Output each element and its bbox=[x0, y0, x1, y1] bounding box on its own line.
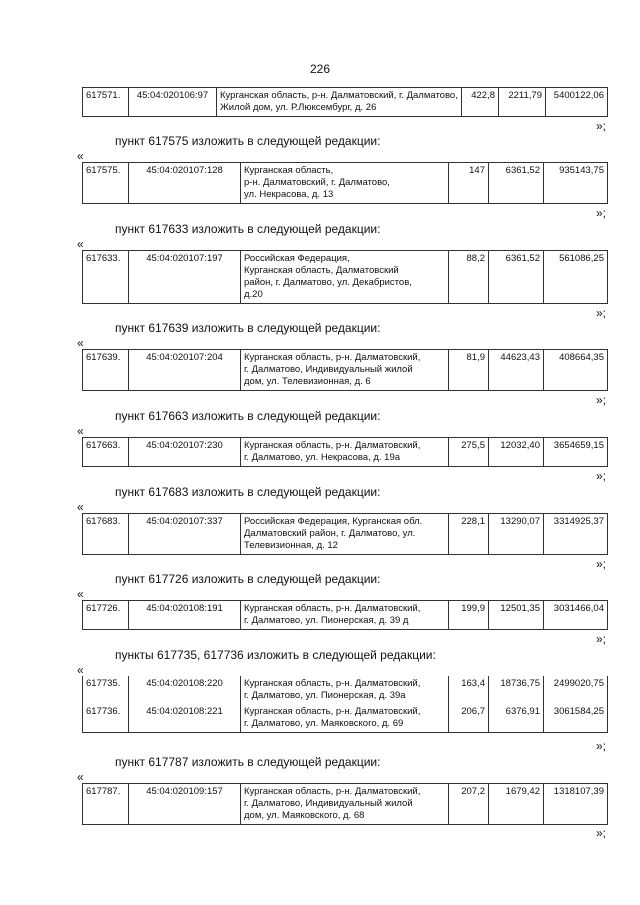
table-row bbox=[83, 784, 608, 825]
cell-area: 207,2 bbox=[449, 784, 489, 825]
cell-num: 617575. bbox=[83, 163, 129, 204]
open-quote: « bbox=[77, 424, 84, 438]
cell-value: 3654659,15 bbox=[544, 438, 608, 467]
table-row bbox=[83, 350, 608, 391]
open-quote: « bbox=[77, 237, 84, 251]
cell-address: Курганская область, р-н. Далматовский, г. Далматово, ул. Маяковского, д. 69 bbox=[241, 704, 449, 733]
cell-area: 81,9 bbox=[449, 350, 489, 391]
cell-price: 13290,07 bbox=[489, 514, 544, 555]
cell-area: 88,2 bbox=[449, 251, 489, 304]
cell-value: 408664,35 bbox=[544, 350, 608, 391]
close-quote: »; bbox=[596, 739, 607, 753]
table-row bbox=[83, 514, 608, 555]
cell-address: Курганская область, р-н. Далматовский, г. Далматово, ул. Пионерская, д. 39 д bbox=[241, 601, 449, 630]
cell-code: 45:04:020108:221 bbox=[129, 704, 241, 733]
section-instruction: пункт 617575 изложить в следующей редакции: bbox=[115, 134, 381, 148]
cell-code: 45:04:020106:97 bbox=[129, 88, 217, 117]
cell-address: Российская Федерация, Курганская обл. Далматовский район, г. Далматово, ул. Телевизионная, д. 12 bbox=[241, 514, 449, 555]
cell-code: 45:04:020107:197 bbox=[129, 251, 241, 304]
table-row bbox=[83, 676, 608, 704]
cell-value: 1318107,39 bbox=[544, 784, 608, 825]
cell-num: 617726. bbox=[83, 601, 129, 630]
cell-num: 617683. bbox=[83, 514, 129, 555]
cell-price: 44623,43 bbox=[489, 350, 544, 391]
close-quote: »; bbox=[596, 206, 607, 220]
open-quote: « bbox=[77, 500, 84, 514]
cell-value: 3061584,25 bbox=[544, 704, 608, 733]
table-row bbox=[83, 163, 608, 204]
cell-num: 617571. bbox=[83, 88, 129, 117]
close-quote: »; bbox=[596, 393, 607, 407]
cell-area: 206,7 bbox=[449, 704, 489, 733]
cell-value: 2499020,75 bbox=[544, 676, 608, 704]
cell-price: 18736,75 bbox=[489, 676, 544, 704]
cell-area: 422,8 bbox=[462, 88, 499, 117]
table-row bbox=[83, 438, 608, 467]
cell-num: 617735. bbox=[83, 676, 129, 704]
registry-table bbox=[82, 600, 608, 630]
cell-price: 2211,79 bbox=[499, 88, 546, 117]
close-quote: »; bbox=[596, 119, 607, 133]
cell-price: 6361,52 bbox=[489, 251, 544, 304]
table-row bbox=[83, 88, 608, 117]
section-instruction: пункт 617683 изложить в следующей редакции: bbox=[115, 485, 381, 499]
cell-area: 147 bbox=[449, 163, 489, 204]
section-instruction: пункт 617663 изложить в следующей редакции: bbox=[115, 409, 381, 423]
cell-price: 6376,91 bbox=[489, 704, 544, 733]
table-row bbox=[83, 704, 608, 733]
open-quote: « bbox=[77, 587, 84, 601]
cell-num: 617639. bbox=[83, 350, 129, 391]
cell-price: 12032,40 bbox=[489, 438, 544, 467]
registry-table bbox=[82, 250, 608, 304]
section-instruction: пункты 617735, 617736 изложить в следующей редакции: bbox=[115, 648, 436, 662]
cell-code: 45:04:020108:191 bbox=[129, 601, 241, 630]
cell-num: 617736. bbox=[83, 704, 129, 733]
close-quote: »; bbox=[596, 557, 607, 571]
cell-price: 1679,42 bbox=[489, 784, 544, 825]
section-instruction: пункт 617633 изложить в следующей редакции: bbox=[115, 222, 381, 236]
cell-value: 5400122,06 bbox=[546, 88, 608, 117]
open-quote: « bbox=[77, 770, 84, 784]
cell-value: 561086,25 bbox=[544, 251, 608, 304]
cell-price: 12501,35 bbox=[489, 601, 544, 630]
cell-code: 45:04:020107:230 bbox=[129, 438, 241, 467]
cell-num: 617633. bbox=[83, 251, 129, 304]
cell-code: 45:04:020107:337 bbox=[129, 514, 241, 555]
cell-address: Курганская область, р-н. Далматовский, г. Далматово, ул. Некрасова, д. 19а bbox=[241, 438, 449, 467]
cell-address: Российская Федерация, Курганская область, Далматовский район, г. Далматово, ул. Декабристов, д.20 bbox=[241, 251, 449, 304]
cell-code: 45:04:020109:157 bbox=[129, 784, 241, 825]
close-quote: »; bbox=[596, 469, 607, 483]
registry-table bbox=[82, 349, 608, 391]
registry-table bbox=[82, 676, 608, 733]
cell-value: 3314925,37 bbox=[544, 514, 608, 555]
close-quote: »; bbox=[596, 306, 607, 320]
cell-code: 45:04:020107:204 bbox=[129, 350, 241, 391]
section-instruction: пункт 617726 изложить в следующей редакции: bbox=[115, 572, 381, 586]
cell-address: Курганская область, р-н. Далматовский, г. Далматово, Жилой дом, ул. Р.Люксембург, д. 26 bbox=[217, 88, 462, 117]
page-number: 226 bbox=[309, 62, 331, 76]
registry-table bbox=[82, 162, 608, 204]
cell-address: Курганская область, р-н. Далматовский, г. Далматово, Индивидуальный жилой дом, ул. Маяковского, д. 68 bbox=[241, 784, 449, 825]
close-quote: »; bbox=[596, 632, 607, 646]
cell-area: 163,4 bbox=[449, 676, 489, 704]
cell-value: 3031466,04 bbox=[544, 601, 608, 630]
cell-value: 935143,75 bbox=[544, 163, 608, 204]
first-row-table bbox=[82, 87, 608, 117]
cell-address: Курганская область, р-н. Далматовский, г. Далматово, ул. Некрасова, д. 13 bbox=[241, 163, 449, 204]
cell-code: 45:04:020108:220 bbox=[129, 676, 241, 704]
cell-num: 617787. bbox=[83, 784, 129, 825]
table-row bbox=[83, 601, 608, 630]
cell-area: 199,9 bbox=[449, 601, 489, 630]
section-instruction: пункт 617639 изложить в следующей редакции: bbox=[115, 321, 381, 335]
table-row bbox=[83, 251, 608, 304]
cell-address: Курганская область, р-н. Далматовский, г. Далматово, ул. Пионерская, д. 39а bbox=[241, 676, 449, 704]
registry-table bbox=[82, 437, 608, 467]
open-quote: « bbox=[77, 663, 84, 677]
open-quote: « bbox=[77, 336, 84, 350]
cell-address: Курганская область, р-н. Далматовский, г. Далматово, Индивидуальный жилой дом, ул. Телевизионная, д. 6 bbox=[241, 350, 449, 391]
section-instruction: пункт 617787 изложить в следующей редакции: bbox=[115, 755, 381, 769]
cell-area: 275,5 bbox=[449, 438, 489, 467]
open-quote: « bbox=[77, 149, 84, 163]
registry-table bbox=[82, 513, 608, 555]
cell-code: 45:04:020107:128 bbox=[129, 163, 241, 204]
cell-price: 6361,52 bbox=[489, 163, 544, 204]
cell-area: 228,1 bbox=[449, 514, 489, 555]
close-quote: »; bbox=[596, 826, 607, 840]
cell-num: 617663. bbox=[83, 438, 129, 467]
registry-table bbox=[82, 783, 608, 825]
